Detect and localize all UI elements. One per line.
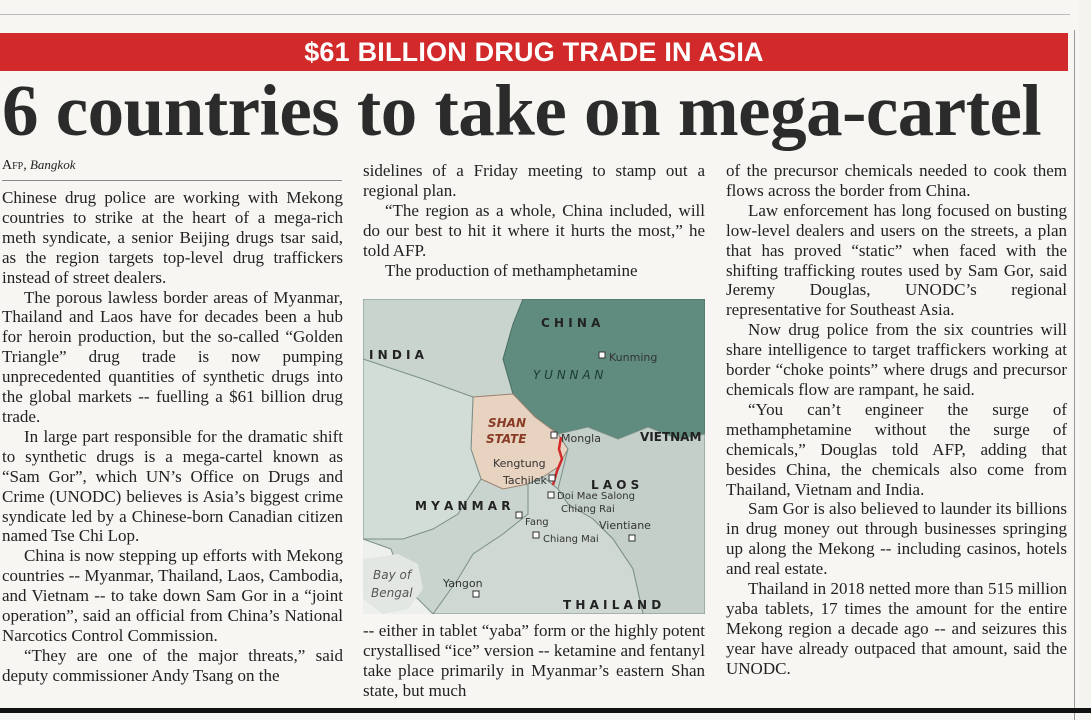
- banner-kicker: $61 BILLION DRUG TRADE IN ASIA: [0, 33, 1068, 71]
- map-label: Chiang Mai: [543, 534, 599, 545]
- paragraph: “They are one of the major threats,” said deputy commissioner Andy Tsang on the: [2, 645, 343, 685]
- map-city-marker: [599, 352, 605, 358]
- map-label: Kengtung: [493, 457, 546, 470]
- paragraph: Now drug police from the six countries will share intelligence to target traffickers working at border “choke points” where drugs and precursor chemicals flow are rampant, he said.: [726, 320, 1067, 399]
- map-title: M Y A N M A R: [415, 499, 511, 513]
- map-graphic: [363, 299, 705, 614]
- page-bottom-bar: [0, 708, 1091, 713]
- page-top-rule: [0, 14, 1070, 15]
- article-column-1: [2, 188, 343, 708]
- map-title: C H I N A: [541, 316, 601, 330]
- article-column-3: [726, 161, 1067, 711]
- map-label: Doi Mae Salong: [557, 491, 635, 502]
- map-label: Fang: [525, 517, 549, 528]
- paragraph: The production of methamphetamine: [385, 260, 638, 280]
- paragraph: -- either in tablet “yaba” form or the highly potent crystallised “ice” version -- ketamine and fentanyl take place primarily in Myanmar’s eastern Shan state, but much: [363, 621, 705, 700]
- map-sea-label: Bengal: [371, 586, 413, 600]
- byline-rule: [2, 180, 342, 181]
- map-city-marker: [473, 591, 479, 597]
- map-title: I N D I A: [369, 348, 424, 362]
- paragraph: Law enforcement has long focused on busting low-level dealers and users on the streets, a plan that has proved “static” when faced with the shifting trafficking routes used by Sam Gor, said Jeremy Douglas, UNODC’s regional representative for Southeast Asia.: [726, 200, 1067, 320]
- paragraph: sidelines of a Friday meeting to stamp out a regional plan.: [363, 161, 705, 200]
- map-sea-label: Bay of: [373, 568, 412, 582]
- paragraph: The porous lawless border areas of Myanmar, Thailand and Laos have for decades been a hub for heroin production, but the so-called “Golden Triangle” drug trade is now pumping unprecedented quantities of synthetic drugs into the global markets -- fuelling a $61 billion drug trade.: [2, 287, 343, 426]
- headline: 6 countries to take on mega-cartel: [2, 70, 1042, 151]
- map-city-marker: [548, 492, 554, 498]
- paragraph: Chinese drug police are working with Mekong countries to strike at the heart of a mega-rich meth syndicate, a senior Beijing drugs tsar said, as the region targets top-level drug traffickers instead of street dealers.: [2, 188, 343, 287]
- map-title: VIETNAM: [640, 430, 702, 444]
- adjacent-column-strip: [1079, 0, 1091, 713]
- byline-source: Afp,: [2, 158, 27, 173]
- map-label: Yangon: [443, 577, 483, 590]
- map-city-marker: [629, 535, 635, 541]
- map-city-marker: [533, 532, 539, 538]
- paragraph: Sam Gor is also believed to launder its billions in drug money out through businesses springing up along the Mekong -- including casinos, hotels and real estate.: [726, 499, 1067, 579]
- golden-triangle-map: [363, 299, 705, 614]
- map-region: Y U N N A N: [533, 368, 604, 382]
- paragraph: “The region as a whole, China included, will do our best to hit it where it hurts the most,” he told AFP.: [363, 200, 705, 260]
- map-label: Tachilek: [503, 474, 547, 487]
- article-column-2-bottom: [363, 621, 705, 711]
- map-label: Mongla: [561, 432, 601, 445]
- map-title: L A O S: [591, 478, 640, 492]
- byline-location: Bangkok: [29, 157, 76, 172]
- map-title: T H A I L A N D: [563, 598, 662, 612]
- byline: [2, 157, 75, 174]
- map-city-marker: [549, 475, 555, 481]
- map-label: Kunming: [609, 351, 658, 364]
- map-city-marker: [516, 512, 522, 518]
- paragraph: In large part responsible for the dramatic shift to synthetic drugs is a mega-cartel known as “Sam Gor”, which UN’s Office on Drugs and Crime (UNODC) believes is Asia’s biggest crime syndicate led by a Chinese-born Canadian citizen named Tse Chi Lop.: [2, 426, 343, 546]
- map-region: SHAN: [488, 416, 527, 430]
- map-city-marker: [551, 432, 557, 438]
- paragraph: Thailand in 2018 netted more than 515 million yaba tablets, 17 times the amount for the entire Mekong region a decade ago -- and seizures this year have already outpaced that amount, said the UNODC.: [726, 579, 1067, 678]
- paragraph: of the precursor chemicals needed to cook them flows across the border from China.: [726, 161, 1067, 200]
- map-region: STATE: [486, 432, 527, 446]
- map-label: Vientiane: [599, 519, 651, 532]
- map-label: Chiang Rai: [561, 504, 615, 515]
- article-column-2-top: [363, 161, 705, 281]
- paragraph: China is now stepping up efforts with Mekong countries -- Myanmar, Thailand, Laos, Cambodia, and Vietnam -- to take down Sam Gor in a “joint operation”, said an official from China’s National Narcotics Control Commission.: [2, 546, 343, 645]
- paragraph: “You can’t engineer the surge of methamphetamine without the surge of chemicals,” Douglas told AFP, adding that besides China, the chemicals also come from Thailand, Vietnam and India.: [726, 399, 1067, 499]
- column-divider: [1074, 30, 1075, 720]
